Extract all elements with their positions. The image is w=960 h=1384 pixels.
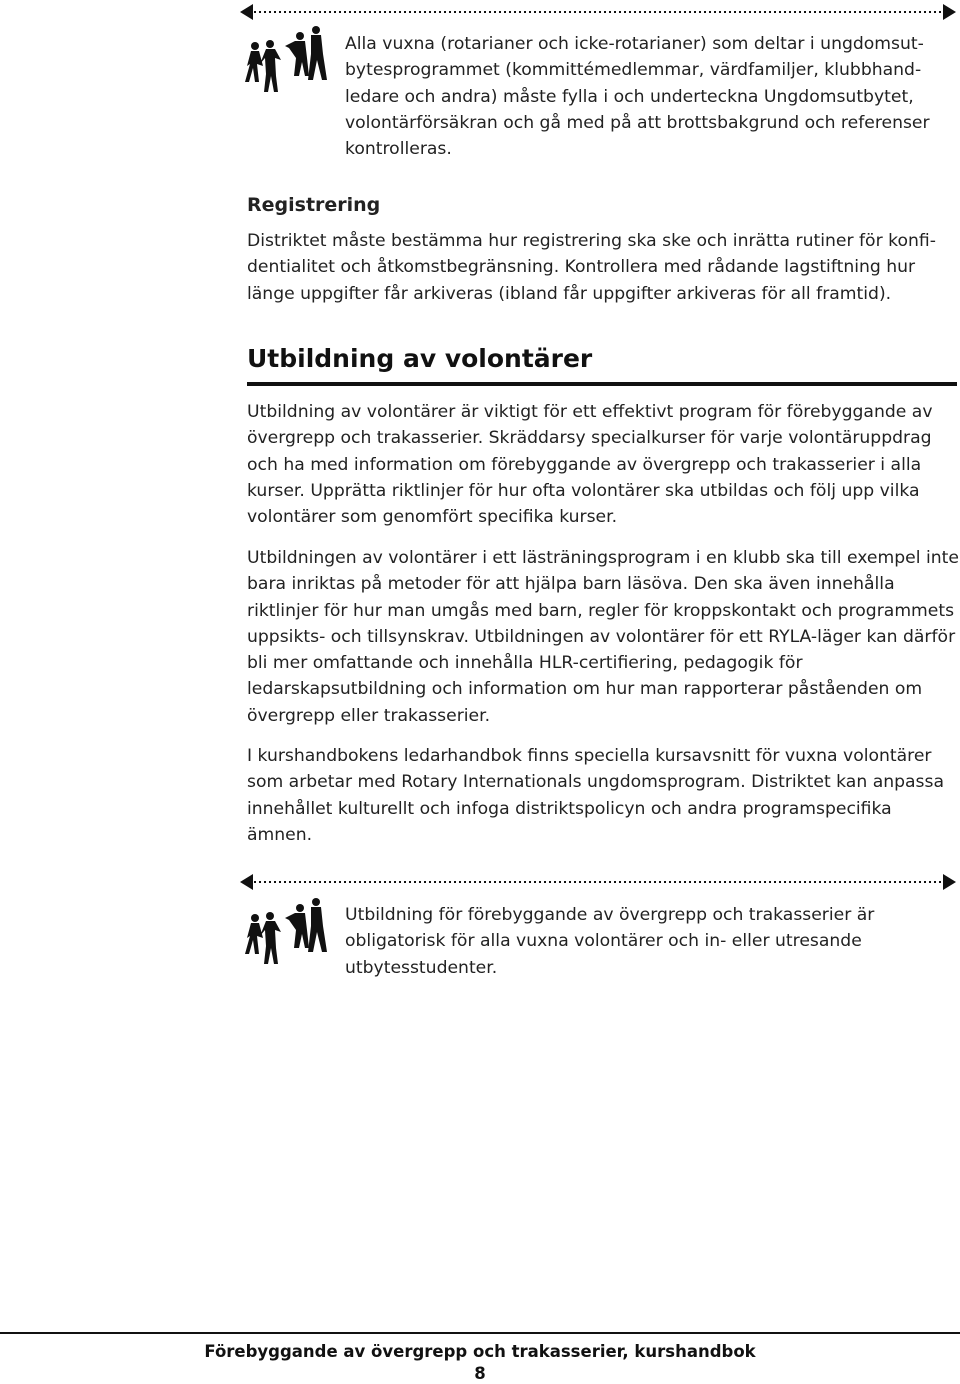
training-paragraph-3: I kurshandbokens ledarhandbok finns speciella kursavsnitt för vuxna volontärer som arbetar med Rotary Internationals ungdomsprogram. Distriktet kan anpassa innehållet kulturellt och infoga distriktspolicyn och andra programspecifika ämnen. <box>247 746 944 845</box>
page-number: 8 <box>474 1364 486 1383</box>
footer-rule <box>0 1332 960 1334</box>
callout-divider-top <box>240 2 956 22</box>
footer-title: Förebyggande av övergrepp och trakasserier, kurshandbok <box>204 1342 756 1361</box>
section-title-rule <box>247 382 957 386</box>
callout-top-text: Alla vuxna (rotarianer och icke-rotarianer) som deltar i ungdomsutbytesprogrammet (kommittémedlemmar, värdfamiljer, klubbhandledare och andra) måste fylla i och underteckna Ungdomsutbytet, volontärförsäkran och gå med på att brottsbakgrund och referenser kontrolleras. <box>345 34 930 160</box>
training-paragraph-2: Utbildningen av volontärer i ett lästräningsprogram i en klubb ska till exempel inte bara inriktas på metoder för att hjälpa barn läsöva. Den ska även innehålla riktlinjer för hur man umgås med barn, regler för kroppskontakt och programmets uppsikts- och tillsynskrav. Utbildningen av volontärer för ett RYLA-läger kan därför bli mer omfattande och innehålla HLR-certifiering, pedagogik för ledarskapsutbildning och information om hur man rapporterar påståenden om övergrepp eller trakasserier. <box>247 548 959 726</box>
callout-bottom-text: Utbildning för förebyggande av övergrepp och trakasserier är obligatorisk för alla vuxna volontärer och in- eller utresande utbytesstudenter. <box>345 905 875 978</box>
registration-paragraph: Distriktet måste bestämma hur registrering ska ske och inrätta rutiner för konfidentialitet och åtkomstbegränsning. Kontrollera med rådande lagstiftning hur länge uppgifter får arkiveras (ibland får uppgifter arkiveras för all framtid). <box>247 231 936 304</box>
training-paragraph-1: Utbildning av volontärer är viktigt för ett effektivt program för förebyggande av övergrepp och trakasserier. Skräddarsy specialkurser för varje volontäruppdrag och ha med information om förebyggande av övergrepp och trakasserier i alla kurser. Upprätta riktlinjer för hur ofta volontärer ska utbildas och följ upp vilka volontärer som genomfört specifika kurser. <box>247 402 933 528</box>
silhouette-people-icon <box>245 24 330 94</box>
silhouette-people-icon <box>245 896 330 966</box>
registration-heading: Registrering <box>247 194 381 216</box>
section-title-volunteer-training: Utbildning av volontärer <box>247 344 593 373</box>
callout-divider-bottom <box>240 872 956 892</box>
